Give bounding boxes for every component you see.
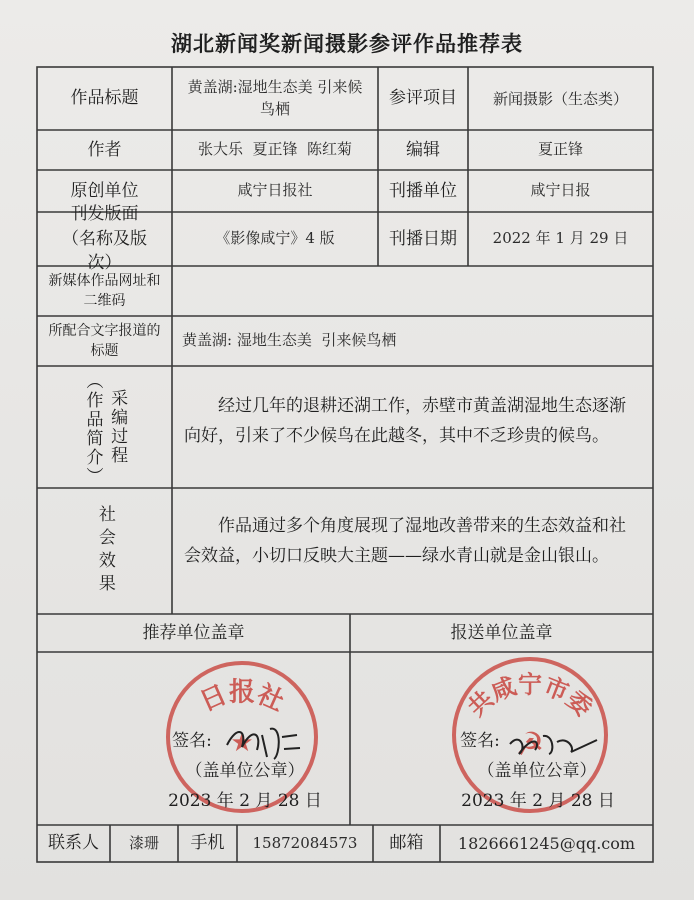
effect-label-cell — [37, 488, 172, 614]
recommend-stamp-text: 日报社 — [195, 677, 289, 718]
author-label: 作者 — [87, 139, 122, 160]
recommend-sign-label: 签名: — [172, 730, 212, 751]
publish-unit-value: 咸宁日报 — [530, 181, 591, 200]
publish-date-label: 刊播日期 — [389, 228, 457, 249]
svg-text:日报社 — [195, 677, 288, 718]
email-value: 1826661245@qq.com — [457, 833, 636, 853]
form-title: 湖北新闻奖新闻摄影参评作品推荐表 — [171, 31, 523, 56]
submit-seal-note: （盖单位公章） — [477, 760, 597, 781]
phone-value: 15872084573 — [252, 833, 358, 852]
category-value: 新闻摄影（生态类） — [492, 90, 628, 108]
submit-unit-label: 报送单位盖章 — [450, 622, 553, 643]
contact-name: 漆珊 — [128, 833, 159, 852]
svg-text:☭: ☭ — [515, 725, 545, 763]
process-label-cell — [37, 366, 172, 488]
contact-label: 联系人 — [48, 833, 99, 854]
editor-value: 夏正锋 — [537, 140, 583, 159]
effect-text: 作品通过多个角度展现了湿地改善带来的生态效益和社会效益，小切口反映大主题——绿水青山就是金山银山。 — [184, 516, 626, 566]
publish-date-value: 2022 年 1 月 29 日 — [492, 229, 629, 248]
submit-stamp-text: 共咸宁市委 — [462, 670, 598, 723]
author-value: 张大乐 夏正锋 陈红菊 — [197, 140, 353, 159]
text-title-value: 黄盖湖: 湿地生态美 引来候鸟栖 — [182, 331, 397, 350]
original-unit-label: 原创单位 — [70, 180, 139, 201]
submit-date: 2023 年 2 月 28 日 — [461, 790, 615, 811]
email-label: 邮箱 — [389, 833, 424, 854]
original-unit-value: 咸宁日报社 — [237, 181, 313, 200]
recommend-date: 2023 年 2 月 28 日 — [168, 790, 322, 811]
work-title-label: 作品标题 — [70, 88, 139, 109]
layout-label: 刊发版面（名称及版次） — [62, 204, 147, 274]
recommend-seal-note: （盖单位公章） — [185, 760, 305, 781]
new-media-label: 新媒体作品网址和二维码 — [48, 272, 161, 309]
process-label: 采编过程（作品简介） — [82, 372, 128, 486]
publish-unit-label: 刊播单位 — [389, 180, 457, 201]
svg-text:★: ★ — [230, 728, 254, 758]
phone-label: 手机 — [190, 833, 225, 854]
submit-sign-label: 签名: — [460, 730, 500, 751]
process-text: 经过几年的退耕还湖工作，赤壁市黄盖湖湿地生态逐渐向好，引来了不少候鸟在此越冬，其中不乏珍贵的候鸟。 — [184, 396, 626, 446]
layout-value: 《影像咸宁》4 版 — [215, 229, 335, 248]
effect-label: 社会效果 — [94, 505, 115, 597]
editor-label: 编辑 — [406, 139, 440, 160]
text-title-label: 所配合文字报道的标题 — [48, 322, 161, 359]
work-title-value: 黄盖湖:湿地生态美 引来候鸟栖 — [187, 77, 363, 118]
category-label: 参评项目 — [389, 88, 457, 109]
svg-text:共咸宁市委 — [463, 670, 598, 722]
new-media-value — [172, 266, 653, 316]
recommend-unit-label: 推荐单位盖章 — [142, 622, 245, 643]
submit-signature — [505, 718, 605, 763]
